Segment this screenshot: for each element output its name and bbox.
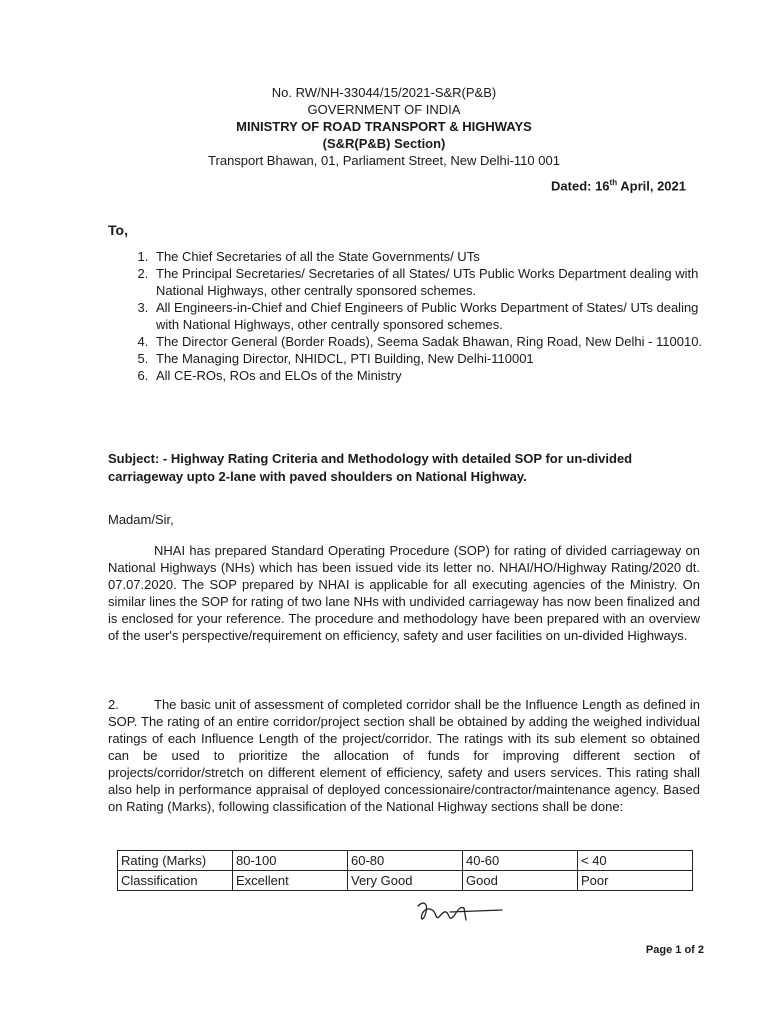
government-line: GOVERNMENT OF INDIA xyxy=(307,102,461,117)
paragraph-1: NHAI has prepared Standard Operating Procedure (SOP) for rating of divided carriageway on National Highways (NHs) which has been issued vide its letter no. NHAI/HO/Highway Rating/2020 dt. 07.07.2020. The SOP prepared by NHAI is applicable for all executing agencies of the Ministry. On similar lines the SOP for rating of two lane NHs with undivided carriageway has now been finalized and is enclosed for your reference. The procedure and methodology have been prepared with an overview of the user's perspective/requirement on efficiency, safety and user facilities on un-divided Highways. xyxy=(108,543,700,643)
table-cell: 80-100 xyxy=(233,851,348,871)
paragraph-2 xyxy=(108,696,700,815)
recipient-item: 4. The Director General (Border Roads), Seema Sadak Bhawan, Ring Road, New Delhi - 110010. xyxy=(152,333,722,350)
recipient-item: 2. The Principal Secretaries/ Secretaries of all States/ UTs Public Works Department dealing with National Highways, other centrally sponsored schemes. xyxy=(152,265,722,299)
table-row xyxy=(118,871,693,891)
office-address: Transport Bhawan, 01, Parliament Street, New Delhi-110 001 xyxy=(208,153,560,168)
table-cell: Good xyxy=(463,871,578,891)
reference-number: No. RW/NH-33044/15/2021-S&R(P&B) xyxy=(271,85,497,100)
paragraph-2-number: 2. xyxy=(108,697,119,712)
table-row xyxy=(118,851,693,871)
recipient-item: 3. All Engineers-in-Chief and Chief Engineers of Public Works Department of States/ UTs dealing with National Highways, other centrally sponsored schemes. xyxy=(152,299,722,333)
recipient-list xyxy=(128,248,722,384)
letterhead xyxy=(0,84,768,169)
ministry-name: MINISTRY OF ROAD TRANSPORT & HIGHWAYS xyxy=(236,119,532,134)
classification-table xyxy=(117,850,693,891)
page-number: Page 1 of 2 xyxy=(645,944,704,956)
recipient-item: 1. The Chief Secretaries of all the State Governments/ UTs xyxy=(152,248,722,265)
table-cell: Poor xyxy=(578,871,693,891)
recipient-item: 5. The Managing Director, NHIDCL, PTI Building, New Delhi-110001 xyxy=(152,350,722,367)
signature-mark xyxy=(414,896,504,930)
salutation: Madam/Sir, xyxy=(108,512,174,527)
table-cell: Excellent xyxy=(233,871,348,891)
table-cell: < 40 xyxy=(578,851,693,871)
table-cell: Rating (Marks) xyxy=(118,851,233,871)
table-cell: Classification xyxy=(118,871,233,891)
section-name: (S&R(P&B) Section) xyxy=(322,136,446,151)
table-cell: 40-60 xyxy=(463,851,578,871)
paragraph-2-text: The basic unit of assessment of completed corridor shall be the Influence Length as defined in SOP. The rating of an entire corridor/project section shall be obtained by adding the weighed individual ratings of each Influence Length of the project/corridor. The ratings with its sub element so obtained can be used to prioritize the allocation of funds for improving different section of projects/corridor/stretch on different element of efficiency, safety and users services. This rating shall also help in performance appraisal of deployed concessionaire/contractor/maintenance agency. Based on Rating (Marks), following classification of the National Highway sections shall be done: xyxy=(108,697,700,814)
recipient-item: 6. All CE-ROs, ROs and ELOs of the Ministry xyxy=(152,367,722,384)
subject-line: Subject: - Highway Rating Criteria and Methodology with detailed SOP for un-divided carriageway upto 2-lane with paved shoulders on National Highway. xyxy=(108,451,633,484)
table-cell: 60-80 xyxy=(348,851,463,871)
to-label: To, xyxy=(108,222,128,238)
date-line: Dated: 16th April, 2021 xyxy=(551,178,686,194)
table-cell: Very Good xyxy=(348,871,463,891)
